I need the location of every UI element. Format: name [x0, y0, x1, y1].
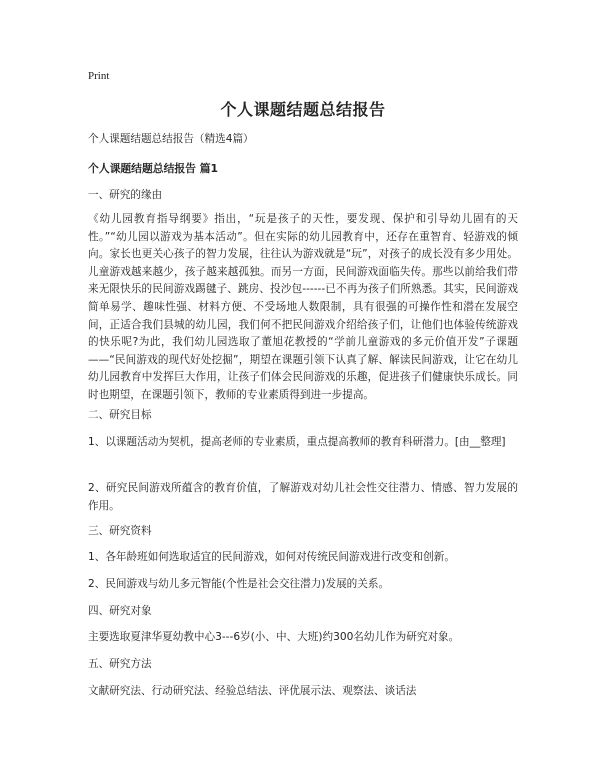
- section-paragraph: 《幼儿园教育指导纲要》指出，“玩是孩子的天性，要发现、保护和引导幼儿固有的天性。”“幼儿园以游戏为基本活动”。但在实际的幼儿园教育中，还存在重智育、轻游戏的倾向。家长也更关心孩子的智力发展，往往认为游戏就是“玩”，对孩子的成长没有多少用处。儿童游戏越来越少，孩子越来越孤独。而另一方面，民间游戏面临失传。那些以前给我们带来无限快乐的民间游戏踢毽子、跳房、投沙包------已不再为孩子们所熟悉。其实，民间游戏简单易学、趣味性强、材料方便、不受场地人数限制，具有很强的可操作性和潜在发展空间，正适合我们县城的幼儿园，我们何不把民间游戏介绍给孩子们，让他们也体验传统游戏的快乐呢?为此，我们幼儿园选取了董旭花教授的“学前儿童游戏的多元价值开发”子课题——“民间游戏的现代好处挖掘”，期望在课题引领下认真了解、解读民间游戏，让它在幼儿幼儿园教育中发挥巨大作用，让孩子们体会民间游戏的乐趣，促进孩子们健康快乐成长。同时也期望，在课题引领下，教师的专业素质得到进一步提高。: [88, 213, 518, 401]
- section-3-heading-block: [88, 523, 518, 541]
- section-3-paragraph-1-block: [88, 549, 518, 567]
- document-subtitle: 个人课题结题总结报告（精选4篇）: [88, 133, 254, 145]
- section-paragraph: 文献研究法、行动研究法、经验总结法、评优展示法、观察法、谈话法: [88, 685, 417, 697]
- section-1-paragraph-block: [88, 211, 518, 405]
- section-4-paragraph-block: [88, 629, 518, 647]
- section-2-heading-block: [88, 407, 518, 425]
- section-paragraph: 2、研究民间游戏所蕴含的教育价值，了解游戏对幼儿社会性交往潜力、情感、智力发展的作用。: [88, 482, 518, 512]
- section-paragraph: 2、民间游戏与幼儿多元智能(个性是社会交往潜力)发展的关系。: [88, 578, 390, 590]
- section-5-paragraph-block: [88, 683, 518, 701]
- section-5-heading-block: [88, 656, 518, 674]
- print-label: Print: [88, 70, 110, 82]
- section-2-paragraph-2-block: [88, 480, 518, 515]
- section-paragraph: 1、各年龄班如何选取适宜的民间游戏，如何对传统民间游戏进行改变和创新。: [88, 551, 455, 563]
- section-1-heading-block: [88, 187, 518, 205]
- document-subtitle-block: [88, 131, 518, 149]
- section-paragraph: 主要选取夏津华夏幼教中心3---6岁(小、中、大班)约300名幼儿作为研究对象。: [88, 631, 460, 643]
- article-heading: 个人课题结题总结报告 篇1: [88, 162, 219, 175]
- section-3-paragraph-2-block: [88, 576, 518, 594]
- section-heading: 四、研究对象: [88, 605, 152, 617]
- section-heading: 五、研究方法: [88, 658, 152, 670]
- section-heading: 三、研究资料: [88, 525, 152, 537]
- document-title: 个人课题结题总结报告: [220, 100, 386, 119]
- section-4-heading-block: [88, 603, 518, 621]
- section-heading: 二、研究目标: [88, 409, 152, 421]
- section-2-paragraph-1-block: [88, 434, 518, 452]
- section-paragraph: 1、以课题活动为契机，提高老师的专业素质，重点提高教师的教育科研潜力。[由__整理]: [88, 436, 506, 448]
- article-heading-block: [88, 160, 518, 178]
- section-heading: 一、研究的缘由: [88, 189, 163, 201]
